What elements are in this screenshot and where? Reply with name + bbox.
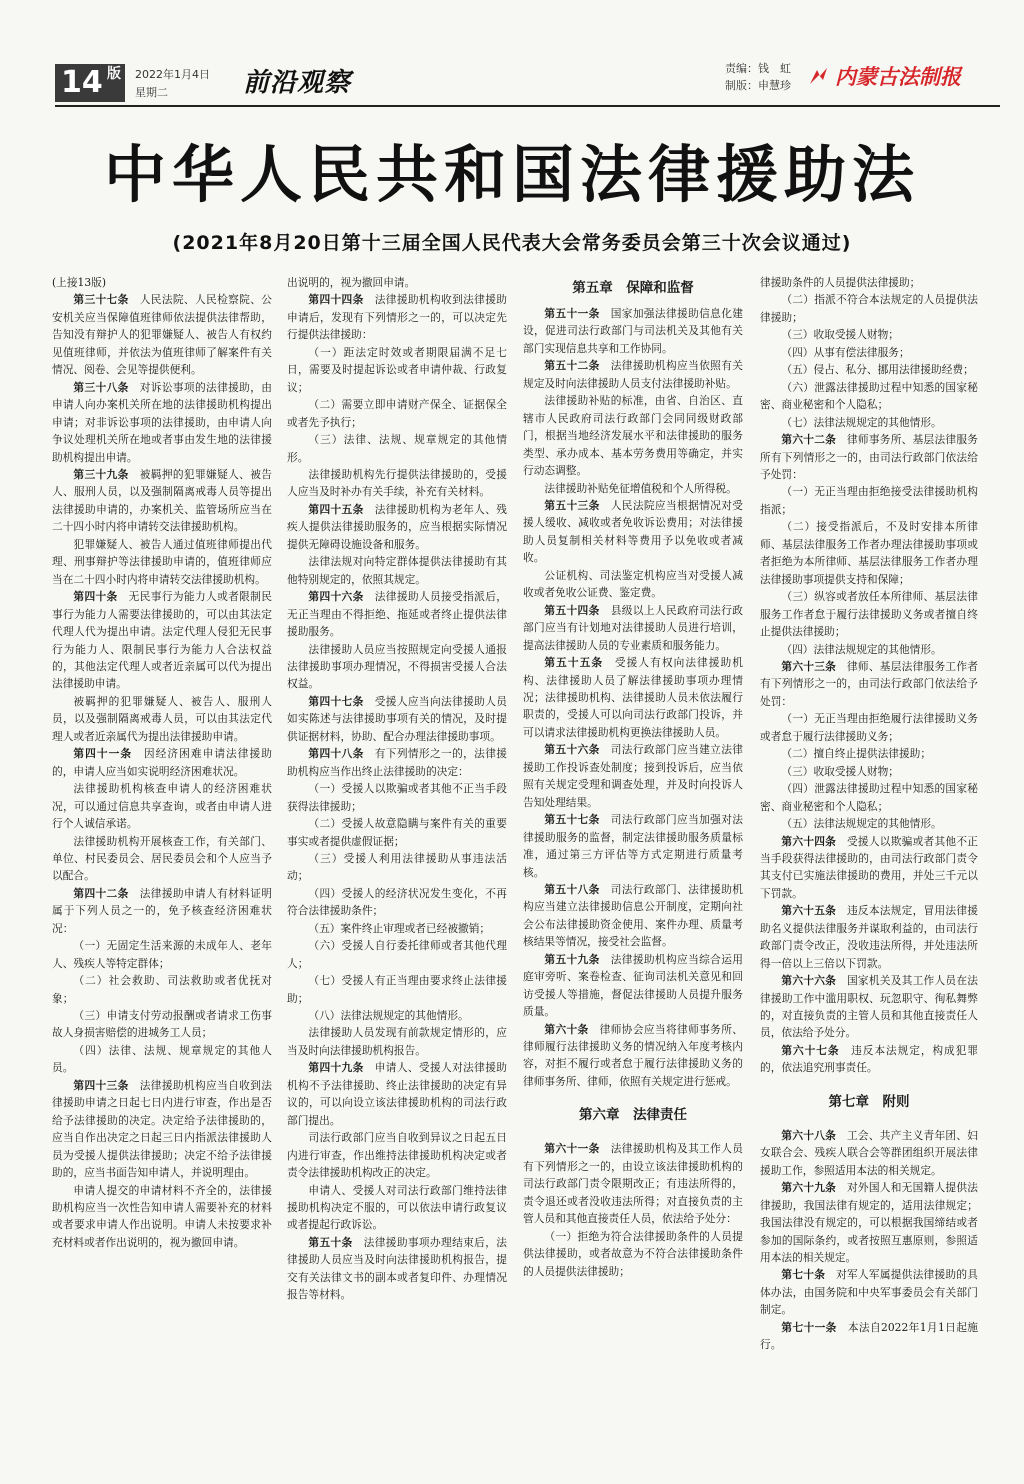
article-paragraph: [287, 1234, 507, 1304]
article-number: 第六十条: [544, 1022, 589, 1036]
article-number: 第六十六条: [781, 974, 837, 988]
paragraph: [760, 588, 978, 640]
paragraph-text: （一）拒绝为符合法律援助条件的人员提供法律援助，或者故意为不符合法律援助条件的人员提供法律援助；: [523, 1229, 743, 1278]
paragraph-text: （三）纵容或者放任本所律师、基层法律服务工作者怠于履行法律援助义务或者擅自终止提供法律援助；: [760, 590, 978, 639]
article-paragraph: [287, 1059, 507, 1129]
article-number: 第五十九条: [544, 952, 600, 966]
paragraph-text: 申请人、受援人对法律援助机构不予法律援助、终止法律援助的决定有异议的，可以向设立该法律援助机构的司法行政部门提出。: [287, 1061, 507, 1127]
paragraph: [760, 361, 978, 378]
paragraph-text: 被羁押的犯罪嫌疑人、被告人、服刑人员，以及强制隔离戒毒人员等提出法律援助申请的，办案机关、监管场所应当在二十四小时内将申请转交法律援助机构。: [52, 467, 272, 534]
article-number: 第四十八条: [308, 747, 364, 761]
paragraph-text: 法律援助补贴的标准，由省、自治区、直辖市人民政府司法行政部门会同同级财政部门，根据当地经济发展水平和法律援助的服务类型、承办成本、基本劳务费用等确定，并实行动态调整。: [523, 394, 743, 478]
text-column-3: [523, 274, 743, 1479]
paragraph: [287, 850, 507, 885]
paragraph-text: 法律援助机构应当依照有关规定及时向法律援助人员支付法律援助补贴。: [523, 359, 743, 390]
article-paragraph: [760, 972, 978, 1042]
paragraph: [287, 1182, 507, 1234]
paragraph-text: 法律援助机构开展核查工作，有关部门、单位、村民委员会、居民委员会和个人应当予以配合。: [52, 834, 272, 883]
paragraph-text: 申请人提交的申请材料不齐全的，法律援助机构应当一次性告知申请人需要补充的材料或者要求申请人作出说明。申请人未按要求补充材料或者作出说明的，视为撤回申请。: [52, 1183, 272, 1249]
article-paragraph: [523, 602, 743, 654]
article-number: 第七十一条: [781, 1320, 837, 1334]
paragraph: [52, 780, 272, 832]
paragraph-text: (上接13版): [52, 276, 107, 289]
paragraph-text: 人民法院应当根据情况对受援人缓收、减收或者免收诉讼费用；对法律援助人员复制相关材料等费用予以免收或者减收。: [523, 498, 743, 565]
paragraph: [287, 1129, 507, 1181]
paragraph-text: 法律援助人员接受指派后，无正当理由不得拒绝、拖延或者终止提供法律援助服务。: [287, 590, 507, 639]
article-number: 第六十三条: [781, 659, 837, 673]
producer-name: 制版：申慧珍: [725, 79, 791, 92]
article-number: 第五十七条: [544, 813, 600, 827]
article-paragraph: [760, 902, 978, 972]
article-paragraph: [523, 305, 743, 357]
paragraph-text: 法律援助机构应当自收到法律援助申请之日起七日内进行审查，作出是否给予法律援助的决定。决定给予法律援助的，应当自作出决定之日起三日内指派法律援助人员为受援人提供法律援助；决定不给予法律援助的，应当书面告知申请人，并说明理由。: [52, 1078, 272, 1180]
masthead: [55, 56, 1000, 104]
paragraph: [52, 1007, 272, 1042]
paragraph-text: 因经济困难申请法律援助的，申请人应当如实说明经济困难状况。: [52, 747, 272, 778]
article-paragraph: [523, 654, 743, 741]
paragraph: [52, 693, 272, 745]
paragraph-text: 受援人应当向法律援助人员如实陈述与法律援助事项有关的情况，及时提供证据材料，协助、配合办理法律援助事项。: [287, 694, 507, 743]
article-paragraph: [760, 1127, 978, 1179]
paragraph-text: （二）接受指派后，不及时安排本所律师、基层法律服务工作者办理法律援助事项或者拒绝为本所律师、基层法律服务工作者办理法律援助事项提供支持和保障；: [760, 520, 978, 586]
paragraph-text: （三）法律、法规、规章规定的其他情形。: [287, 433, 507, 464]
article-paragraph: [760, 1042, 978, 1077]
paragraph: [760, 291, 978, 326]
paragraph-text: （三）申请支付劳动报酬或者请求工伤事故人身损害赔偿的进城务工人员；: [52, 1009, 272, 1040]
paragraph: [287, 780, 507, 815]
paragraph-text: 法律援助补贴免征增值税和个人所得税。: [544, 481, 737, 495]
paragraph: [760, 326, 978, 343]
section-title: 前沿观察: [243, 68, 352, 98]
text-column-1: [52, 274, 272, 1479]
paragraph-text: （四）泄露法律援助过程中知悉的国家秘密、商业秘密和个人隐私；: [760, 782, 978, 813]
paragraph: [523, 1228, 743, 1280]
paragraph: [760, 815, 978, 832]
paragraph-text: 违反本法规定，冒用法律援助名义提供法律服务并谋取利益的，由司法行政部门责令改正，没收违法所得，并处违法所得一倍以上三倍以下罚款。: [760, 904, 978, 970]
article-paragraph: [760, 658, 978, 710]
issue-date: 2022年1月4日: [135, 68, 210, 81]
article-number: 第四十四条: [308, 293, 364, 307]
article-number: 第四十六条: [308, 590, 364, 604]
article-paragraph: [523, 811, 743, 881]
paragraph: [760, 414, 978, 431]
paragraph: [760, 344, 978, 361]
paragraph-text: （二）擅自终止提供法律援助；: [781, 747, 932, 761]
text-column-4: [760, 274, 978, 1479]
paragraph: [287, 274, 507, 291]
paragraph: [760, 641, 978, 658]
article-paragraph: [523, 741, 743, 811]
newspaper-logo: [807, 62, 1007, 92]
article-number: 第六十五条: [781, 904, 837, 918]
paragraph-text: （一）无正当理由拒绝履行法律援助义务或者怠于履行法律援助义务；: [760, 712, 978, 743]
paragraph: [52, 274, 272, 291]
paragraph: [52, 536, 272, 588]
paragraph: [287, 396, 507, 431]
paragraph-text: （七）法律法规规定的其他情形。: [781, 415, 942, 429]
article-number: 第六十九条: [781, 1181, 837, 1195]
article-paragraph: [523, 1140, 743, 1227]
article-paragraph: [287, 291, 507, 343]
paragraph-text: 被羁押的犯罪嫌疑人、被告人、服刑人员，以及强制隔离戒毒人员，可以由其法定代理人或者近亲属代为提出法律援助申请。: [52, 694, 272, 743]
paragraph: [52, 1182, 272, 1252]
article-paragraph: [287, 588, 507, 640]
paragraph: [287, 937, 507, 972]
paragraph-text: 国家机关及其工作人员在法律援助工作中滥用职权、玩忽职守、徇私舞弊的，对直接负责的主管人员和其他直接责任人员，依法给予处分。: [760, 974, 978, 1040]
paragraph: [287, 641, 507, 693]
article-number: 第五十四条: [544, 603, 600, 617]
page-number: 14: [55, 64, 125, 102]
paragraph-text: （七）受援人有正当理由要求终止法律援助；: [287, 974, 507, 1005]
editor-credits: [725, 60, 791, 94]
paragraph-text: 出说明的，视为撤回申请。: [287, 276, 416, 289]
paragraph-text: 国家加强法律援助信息化建设，促进司法行政部门与司法机关及其他有关部门实现信息共享和工作协同。: [523, 307, 743, 355]
paragraph-text: 法律法规对向特定群体提供法律援助有其他特别规定的，依照其规定。: [287, 555, 507, 586]
paragraph-text: （三）收取受援人财物；: [781, 328, 899, 342]
newspaper-name: 内蒙古法制报: [835, 65, 961, 89]
paragraph-text: 本法自2022年1月1日起施行。: [760, 1320, 978, 1352]
article-number: 第五十一条: [544, 307, 600, 320]
paragraph-text: 法律援助机构核查申请人的经济困难状况，可以通过信息共享查询，或者由申请人进行个人诚信承诺。: [52, 782, 272, 831]
paragraph: [52, 972, 272, 1007]
paragraph-text: 公证机构、司法鉴定机构应当对受援人减收或者免收公证费、鉴定费。: [523, 568, 743, 600]
article-paragraph: [52, 379, 272, 466]
paragraph-text: 法律援助人员发现有前款规定情形的，应当及时向法律援助机构报告。: [287, 1026, 507, 1057]
paragraph-text: 申请人、受援人对司法行政部门维持法律援助机构决定不服的，可以依法申请行政复议或者提起行政诉讼。: [287, 1183, 507, 1232]
paragraph: [287, 466, 507, 501]
paragraph: [287, 344, 507, 396]
text-column-2: [287, 274, 507, 1479]
article-number: 第五十六条: [544, 743, 600, 757]
article-number: 第六十七条: [781, 1043, 840, 1057]
paragraph-text: 司法行政部门应当自收到异议之日起五日内进行审查，作出维持法律援助机构决定或者责令法律援助机构改正的决定。: [287, 1131, 507, 1180]
paragraph-text: 法律援助机构应当综合运用庭审旁听、案卷检查、征询司法机关意见和回访受援人等措施，督促法律援助人员提升服务质量。: [523, 952, 743, 1019]
paragraph-text: 受援人有权向法律援助机构、法律援助人员了解法律援助事项办理情况；法律援助机构、法律援助人员未依法履行职责的，受援人可以向司法行政部门投诉，并可以请求法律援助机构更换法律援助人员。: [523, 656, 743, 739]
paragraph-text: 有下列情形之一的，法律援助机构应当作出终止法律援助的决定：: [287, 747, 507, 778]
paragraph-text: （一）无固定生活来源的未成年人、老年人、残疾人等特定群体；: [52, 939, 272, 970]
paragraph: [523, 480, 743, 497]
article-number: 第六十一条: [544, 1142, 600, 1156]
paragraph: [287, 815, 507, 850]
issue-weekday: 星期二: [135, 86, 168, 99]
paragraph-text: （一）无正当理由拒绝接受法律援助机构指派；: [760, 485, 978, 516]
paragraph: [760, 483, 978, 518]
editor-name: 责编：钱 虹: [725, 62, 791, 75]
paragraph-text: （六）泄露法律援助过程中知悉的国家秘密、商业秘密和个人隐私；: [760, 380, 978, 412]
article-paragraph: [52, 745, 272, 780]
article-number: 第四十一条: [73, 747, 133, 761]
paragraph-text: （四）法律、法规、规章规定的其他人员。: [52, 1043, 272, 1075]
article-paragraph: [760, 1266, 978, 1318]
paragraph: [760, 379, 978, 414]
article-number: 第五十五条: [544, 656, 604, 670]
paragraph-text: 法律援助机构收到法律援助申请后，发现有下列情形之一的，可以决定先行提供法律援助：: [287, 293, 507, 342]
article-paragraph: [523, 881, 743, 951]
paragraph: [760, 274, 978, 291]
paragraph: [287, 920, 507, 937]
paragraph-text: 工会、共产主义青年团、妇女联合会、残疾人联合会等群团组织开展法律援助工作，参照适用本法的相关规定。: [760, 1128, 978, 1177]
paragraph-text: 对军人军属提供法律援助的具体办法，由国务院和中央军事委员会有关部门制定。: [760, 1268, 978, 1317]
paragraph-text: （三）受援人利用法律援助从事违法活动；: [287, 851, 507, 883]
paragraph-text: （八）法律法规规定的其他情形。: [308, 1009, 469, 1023]
paragraph: [760, 745, 978, 762]
article-number: 第六十八条: [781, 1128, 837, 1142]
article-paragraph: [52, 588, 272, 693]
paragraph-text: （一）距法定时效或者期限届满不足七日，需要及时提起诉讼或者申请仲裁、行政复议；: [287, 345, 507, 394]
article-paragraph: [287, 693, 507, 745]
paragraph-text: （五）法律法规规定的其他情形。: [781, 817, 942, 831]
paragraph-text: （四）法律法规规定的其他情形。: [781, 642, 942, 656]
paragraph-text: 法律援助机构为老年人、残疾人提供法律援助服务的，应当根据实际情况提供无障碍设施设备和服务。: [287, 502, 507, 551]
paragraph-text: 对诉讼事项的法律援助，由申请人向办案机关所在地的法律援助机构提出申请；对非诉讼事项的法律援助，由申请人向争议处理机关所在地或者事由发生地的法律援助机构提出申请。: [52, 380, 272, 464]
paragraph: [287, 885, 507, 920]
logo-emblem-icon: [807, 66, 831, 90]
paragraph-text: 违反本法规定，构成犯罪的，依法追究刑事责任。: [760, 1043, 978, 1075]
article-number: 第五十条: [308, 1235, 353, 1249]
article-number: 第四十五条: [308, 502, 364, 516]
paragraph-text: （三）收取受援人财物；: [781, 764, 899, 778]
article-number: 第五十二条: [544, 359, 600, 373]
chapter-heading: 第六章 法律责任: [579, 1107, 687, 1124]
paragraph: [523, 567, 743, 602]
article-paragraph: [760, 1179, 978, 1266]
paragraph-text: （四）受援人的经济状况发生变化，不再符合法律援助条件；: [287, 886, 507, 918]
paragraph-text: 法律援助申请人有材料证明属于下列人员之一的，免予核查经济困难状况：: [52, 886, 272, 935]
article-paragraph: [287, 501, 507, 553]
paragraph: [760, 518, 978, 588]
article-paragraph: [523, 497, 743, 567]
paragraph-text: 法律援助机构先行提供法律援助的，受援人应当及时补办有关手续，补充有关材料。: [287, 467, 507, 499]
article-paragraph: [287, 745, 507, 780]
paragraph: [287, 1007, 507, 1024]
paragraph-text: 人民法院、人民检察院、公安机关应当保障值班律师依法提供法律帮助，告知没有辩护人的犯罪嫌疑人、被告人有权约见值班律师，并依法为值班律师了解案件有关情况、阅卷、会见等提供便利。: [52, 293, 272, 377]
article-number: 第六十二条: [781, 433, 837, 447]
paragraph: [52, 1042, 272, 1077]
paragraph-text: 无民事行为能力人或者限制民事行为能力人需要法律援助的，可以由其法定代理人代为提出申请。法定代理人侵犯无民事行为能力人、限制民事行为能力人合法权益的，其他法定代理人或者近亲属可以代为提出法律援助申请。: [52, 590, 272, 691]
paragraph-text: 法律援助事项办理结束后，法律援助人员应当及时向法律援助机构报告，提交有关法律文书的副本或者复印件、办理情况报告等材料。: [287, 1235, 507, 1302]
paragraph-text: 律师、基层法律服务工作者有下列情形之一的，由司法行政部门依法给予处罚：: [760, 659, 978, 708]
article-number: 第四十二条: [73, 886, 129, 900]
paragraph-text: （二）社会救助、司法救助或者优抚对象；: [52, 974, 272, 1005]
paragraph-text: （一）受援人以欺骗或者其他不正当手段获得法律援助；: [287, 782, 507, 813]
paragraph-text: 对外国人和无国籍人提供法律援助，我国法律有规定的，适用法律规定；我国法律没有规定的，可以根据我国缔结或者参加的国际条约，或者按照互惠原则，参照适用本法的相关规定。: [760, 1181, 978, 1265]
article-paragraph: [52, 291, 272, 378]
paragraph-text: （六）受援人自行委托律师或者其他代理人；: [287, 939, 507, 970]
paragraph-text: （五）案件终止审理或者已经被撤销；: [308, 921, 491, 935]
paragraph: [760, 763, 978, 780]
paragraph: [287, 553, 507, 588]
paragraph: [760, 780, 978, 815]
paragraph-text: 司法行政部门、法律援助机构应当建立法律援助信息公开制度，定期向社会公布法律援助资金使用、案件办理、质量考核结果等情况，接受社会监督。: [523, 882, 743, 949]
article-number: 第五十八条: [544, 882, 600, 896]
paragraph: [52, 833, 272, 885]
paragraph-text: （二）受援人故意隐瞒与案件有关的重要事实或者提供虚假证据；: [287, 817, 507, 848]
article-paragraph: [523, 1021, 743, 1091]
paragraph-text: 法律援助机构及其工作人员有下列情形之一的，由设立该法律援助机构的司法行政部门责令限期改正；有违法所得的，责令退还或者没收违法所得；对直接负责的主管人员和其他直接责任人员，依法给予处分：: [523, 1142, 743, 1226]
page-subtitle: (2021年8月20日第十三届全国人民代表大会常务委员会第三十次会议通过): [172, 232, 852, 254]
article-paragraph: [523, 357, 743, 392]
dateline: [135, 66, 210, 102]
article-paragraph: [52, 885, 272, 937]
article-number: 第三十七条: [73, 293, 129, 307]
paragraph: [287, 431, 507, 466]
paragraph-text: 司法行政部门应当建立法律援助工作投诉查处制度；接到投诉后，应当依照有关规定受理和调查处理，并及时向投诉人告知处理结果。: [523, 743, 743, 809]
paragraph-text: （二）指派不符合本法规定的人员提供法律援助；: [760, 293, 978, 324]
article-number: 第四十三条: [73, 1078, 129, 1092]
paragraph-text: （四）从事有偿法律服务；: [781, 345, 910, 359]
article-number: 第四十七条: [308, 694, 364, 708]
paragraph-text: （二）需要立即申请财产保全、证据保全或者先予执行；: [287, 398, 507, 429]
header-rule: [55, 105, 1000, 107]
paragraph: [287, 1024, 507, 1059]
article-paragraph: [760, 833, 978, 903]
article-paragraph: [760, 431, 978, 483]
article-paragraph: [760, 1319, 978, 1354]
paragraph-text: （五）侵占、私分、挪用法律援助经费；: [781, 363, 974, 377]
chapter-heading: 第七章 附则: [828, 1093, 910, 1110]
paragraph: [52, 937, 272, 972]
article-number: 第三十八条: [73, 380, 129, 394]
article-number: 第四十九条: [308, 1061, 364, 1075]
paragraph-text: 受援人以欺骗或者其他不正当手段获得法律援助的，由司法行政部门责令其支付已实施法律援助的费用，并处三千元以下罚款。: [760, 834, 978, 900]
chapter-heading: 第五章 保障和监督: [572, 280, 694, 296]
article-number: 第五十三条: [544, 498, 600, 512]
article-number: 第七十条: [781, 1268, 826, 1282]
article-paragraph: [52, 466, 272, 536]
page-title: 中华人民共和国法律援助法: [103, 138, 920, 211]
article-number: 第三十九条: [73, 467, 129, 481]
paragraph-text: 律援助条件的人员提供法律援助；: [760, 276, 921, 289]
paragraph-text: 犯罪嫌疑人、被告人通过值班律师提出代理、刑事辩护等法律援助申请的，值班律师应当在二十四小时内将申请转交法律援助机构。: [52, 537, 272, 586]
paragraph: [523, 392, 743, 479]
paragraph: [287, 972, 507, 1007]
paragraph-text: 司法行政部门应当加强对法律援助服务的监督，制定法律援助服务质量标准，通过第三方评估等方式定期进行质量考核。: [523, 813, 743, 879]
article-paragraph: [52, 1077, 272, 1182]
paragraph-text: 律师协会应当将律师事务所、律师履行法律援助义务的情况纳入年度考核内容，对拒不履行或者怠于履行法律援助义务的律师事务所、律师，依照有关规定进行惩戒。: [523, 1022, 743, 1088]
article-number: 第四十条: [73, 590, 118, 604]
article-paragraph: [523, 951, 743, 1021]
paragraph-text: 律师事务所、基层法律服务所有下列情形之一的，由司法行政部门依法给予处罚：: [760, 433, 978, 481]
paragraph-text: 县级以上人民政府司法行政部门应当有计划地对法律援助人员进行培训，提高法律援助人员的专业素质和服务能力。: [523, 603, 743, 652]
article-number: 第六十四条: [781, 834, 837, 848]
paragraph: [760, 710, 978, 745]
paragraph-text: 法律援助人员应当按照规定向受援人通报法律援助事项办理情况，不得损害受援人合法权益。: [287, 642, 507, 691]
page-mark: 版: [107, 66, 121, 82]
